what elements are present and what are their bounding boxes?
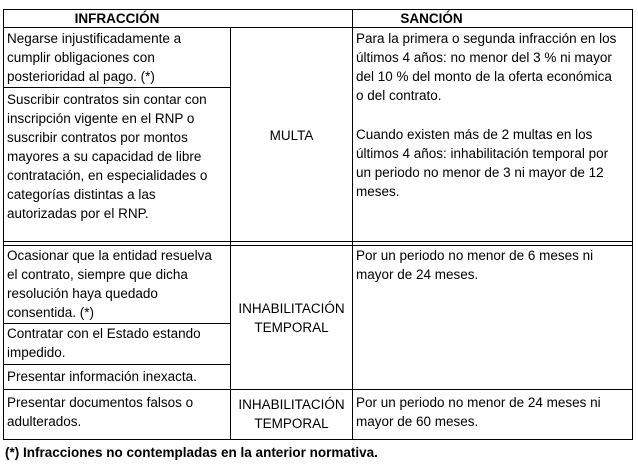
sancion-type-cell: INHABILITACIÓN TEMPORAL: [238, 301, 345, 335]
col-divider-1: [230, 27, 231, 439]
row-line-1a: [4, 87, 230, 88]
header-sancion: SANCIÓN: [400, 11, 463, 26]
sanctions-table: [3, 9, 633, 440]
group-line-2: [4, 389, 632, 390]
sancion-detail-cell: Cuando existen más de 2 multas en los últimos 4 años: inhabilitación temporal por un periodo no menor de 3 ni mayor de 12 meses.: [356, 127, 609, 199]
header-infraccion: INFRACCIÓN: [74, 11, 160, 26]
sancion-detail-cell: Por un periodo no menor de 24 meses ni mayor de 60 meses.: [356, 395, 601, 429]
infraccion-cell: Suscribir contratos sin contar con inscripción vigente en el RNP o suscribir contratos por montos mayores a su capacidad de libre contratación, en especialidades o categorías distintas a las autorizadas por el RNP.: [7, 92, 208, 221]
footnote: (*) Infracciones no contempladas en la anterior normativa.: [5, 445, 378, 460]
row-line-2b: [4, 364, 230, 365]
infraccion-cell: Negarse injustificadamente a cumplir obligaciones con posterioridad al pago. (*): [7, 31, 182, 84]
sancion-type-cell: INHABILITACIÓN TEMPORAL: [238, 397, 345, 431]
infraccion-cell: Contratar con el Estado estando impedido.: [7, 326, 201, 360]
group-line-1: [4, 241, 632, 242]
sancion-type-cell: MULTA: [269, 128, 314, 143]
header-col-divider: [352, 10, 353, 439]
sancion-detail-cell: Para la primera o segunda infracción en los últimos 4 años: no menor del 3 % ni mayor del 10 % del monto de la oferta económica o del contrato.: [356, 31, 617, 103]
infraccion-cell: Presentar documentos falsos o adulterados.: [7, 395, 194, 429]
infraccion-cell: Ocasionar que la entidad resuelva el contrato, siempre que dicha resolución haya quedado consentida. (*): [7, 248, 212, 320]
sancion-detail-cell: Por un periodo no menor de 6 meses ni mayor de 24 meses.: [356, 248, 594, 282]
infraccion-cell: Presentar información inexacta.: [7, 369, 197, 384]
